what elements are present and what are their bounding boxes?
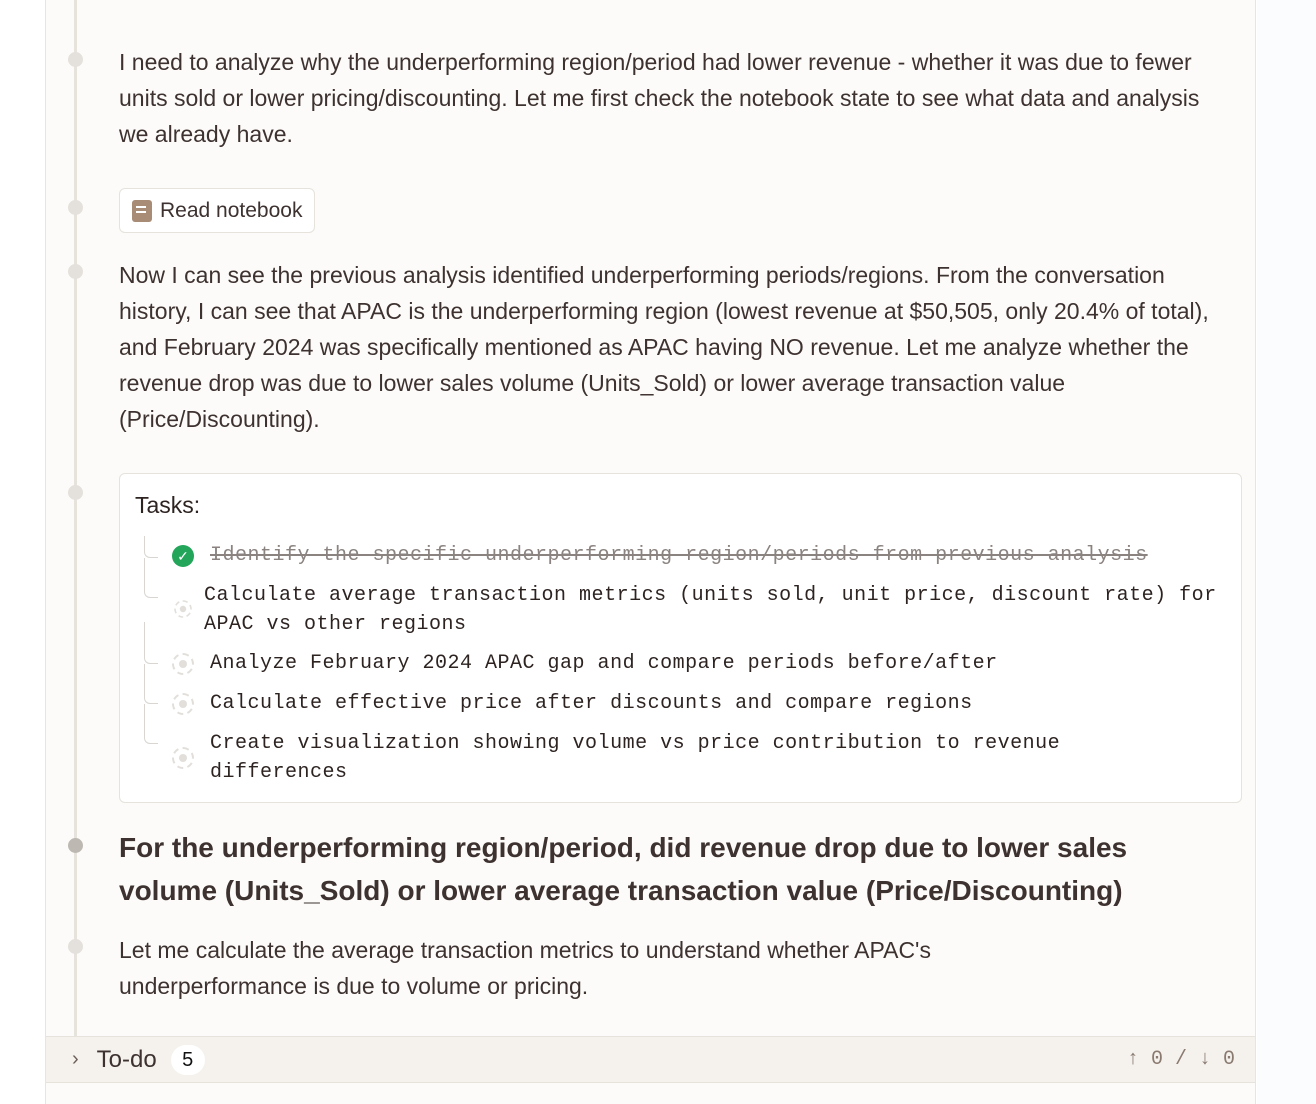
timeline-dot [68, 264, 83, 279]
todo-label: To-do [96, 1045, 157, 1073]
chevron-right-icon[interactable]: › [72, 1048, 79, 1070]
tasks-title: Tasks: [135, 492, 201, 518]
tree-branch [144, 622, 158, 664]
timeline-dot [68, 838, 83, 853]
timeline-dot [68, 485, 83, 500]
timeline-dot [68, 200, 83, 215]
pending-circle-icon [174, 600, 192, 618]
task-item: Create visualization showing volume vs price contribution to revenue differences [210, 732, 1061, 784]
section-heading: For the underperforming region/period, did revenue drop due to lower sales volume (Units_Sold) or lower average transaction value (Price/Discounting) [119, 832, 1128, 906]
timeline-line [74, 0, 77, 1036]
todo-count-badge: 5 [171, 1045, 205, 1075]
tasks-card [119, 473, 1242, 803]
tree-branch [144, 536, 158, 558]
assistant-message: I need to analyze why the underperforming region/period had lower revenue - whether it was due to fewer units sold or lower pricing/discounting. Let me first check the notebook state to see what data and analysis we already have. [119, 49, 1200, 147]
pending-circle-icon [172, 653, 194, 675]
task-item: Identify the specific underperforming region/periods from previous analysis [210, 544, 1148, 567]
timeline-dot [68, 939, 83, 954]
task-item: Calculate effective price after discounts and compare regions [210, 692, 973, 715]
timeline-dot [68, 52, 83, 67]
task-item: Calculate average transaction metrics (units sold, unit price, discount rate) for APAC vs other regions [204, 584, 1217, 636]
tree-branch [144, 558, 158, 598]
assistant-message: Now I can see the previous analysis identified underperforming periods/regions. From the conversation history, I can see that APAC is the underperforming region (lowest revenue at $50,505, only 20.4% of total), and February 2024 was specifically mentioned as APAC having NO revenue. Let me analyze whether the revenue drop was due to lower sales volume (Units_Sold) or lower average transaction value (Price/Discounting). [119, 262, 1209, 432]
todo-nav[interactable]: ↑ 0 / ↓ 0 [1126, 1048, 1235, 1071]
notebook-edit-icon [132, 200, 152, 222]
read-notebook-label: Read notebook [160, 198, 303, 222]
read-notebook-button[interactable] [119, 188, 315, 233]
assistant-message: Let me calculate the average transaction metrics to understand whether APAC's underperformance is due to volume or pricing. [119, 937, 931, 999]
task-item: Analyze February 2024 APAC gap and compare periods before/after [210, 652, 998, 675]
pending-circle-icon [172, 747, 194, 769]
todo-bar[interactable] [46, 1036, 1255, 1083]
background-strip [1257, 0, 1316, 1104]
pending-circle-icon [172, 693, 194, 715]
tree-branch [144, 664, 158, 704]
check-circle-icon: ✓ [172, 545, 194, 567]
tree-branch [144, 704, 158, 744]
chat-panel [45, 0, 1256, 1104]
